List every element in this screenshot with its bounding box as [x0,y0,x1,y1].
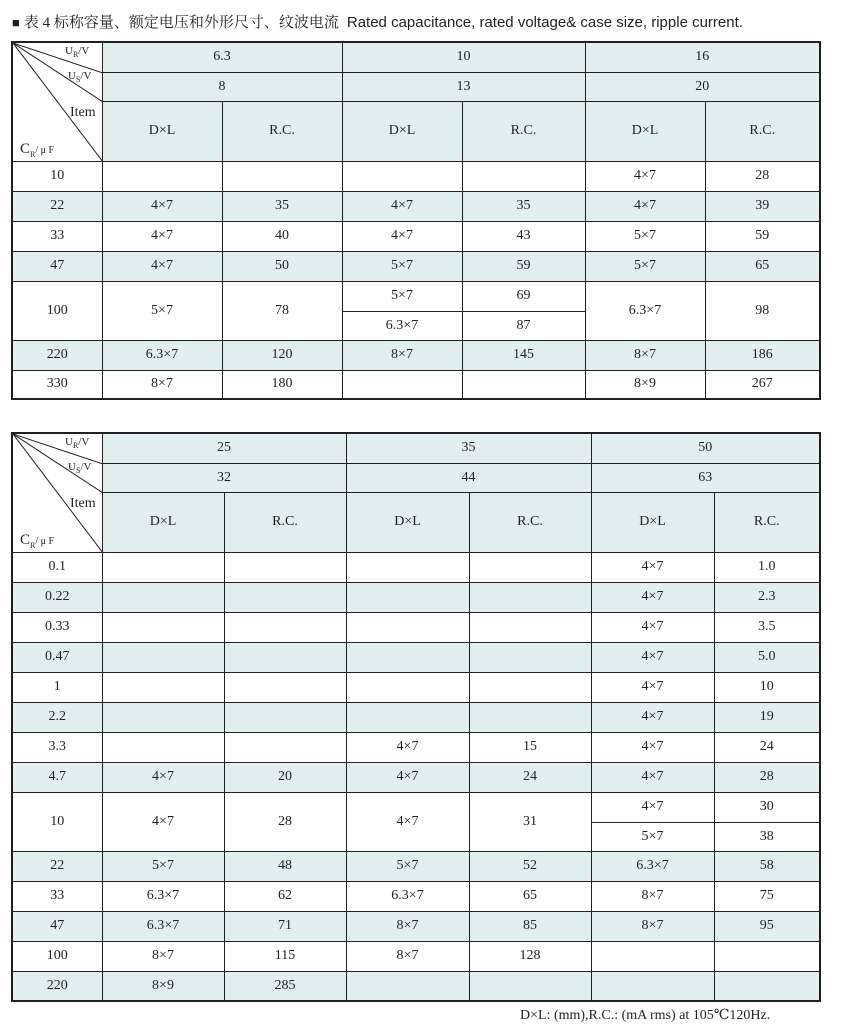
table-row [12,191,820,221]
data-cell: 15 [469,732,591,762]
data-cell: 38 [714,822,820,851]
data-cell: 4×7 [591,702,714,732]
table-row [12,161,820,191]
col-header-dxl: D×L [585,101,705,161]
col-header-rc: R.C. [462,101,585,161]
data-cell: 19 [714,702,820,732]
data-cell: 4×7 [591,792,714,822]
data-cell [469,582,591,612]
data-cell [102,732,224,762]
col-header-rc: R.C. [469,492,591,552]
capacitance-cell: 220 [12,340,102,370]
data-cell [224,642,346,672]
capacitance-cell: 0.22 [12,582,102,612]
table-row [12,971,820,1001]
header-corner [12,433,102,552]
spec-table-1 [11,41,821,400]
data-cell: 4×7 [102,251,222,281]
data-cell: 8×9 [585,370,705,399]
table-row [12,911,820,941]
data-cell: 5×7 [102,851,224,881]
col-header-dxl: D×L [102,492,224,552]
data-cell [102,702,224,732]
data-cell: 4×7 [102,221,222,251]
data-cell: 43 [462,221,585,251]
data-cell: 28 [705,161,820,191]
caption-cn: 表 4 标称容量、额定电压和外形尺寸、纹波电流 [23,15,339,31]
data-cell: 186 [705,340,820,370]
table-row [12,612,820,642]
us-value: 32 [102,463,346,492]
data-cell: 20 [224,762,346,792]
data-cell: 28 [224,792,346,851]
item-label: Item [70,105,96,120]
capacitance-cell: 47 [12,251,102,281]
ur-value: 50 [591,433,820,463]
capacitance-cell: 100 [12,941,102,971]
data-cell: 5×7 [591,822,714,851]
us-value: 63 [591,463,820,492]
data-cell [462,161,585,191]
data-cell: 4×7 [102,792,224,851]
data-cell [102,612,224,642]
table-row [12,672,820,702]
ur-value: 25 [102,433,346,463]
data-cell: 5×7 [585,221,705,251]
capacitance-cell: 220 [12,971,102,1001]
col-header-dxl: D×L [342,101,462,161]
data-cell [102,552,224,582]
data-cell: 5×7 [342,251,462,281]
data-cell [224,552,346,582]
data-cell [346,971,469,1001]
data-cell: 6.3×7 [346,881,469,911]
data-cell: 120 [222,340,342,370]
us-label: $U_S/V$ [68,461,92,476]
footnote: D×L: (mm),R.C.: (mA rms) at 105℃120Hz. [520,1008,771,1023]
data-cell: 24 [714,732,820,762]
data-cell [224,672,346,702]
table-row [12,941,820,971]
data-cell: 6.3×7 [585,281,705,340]
data-cell [342,161,462,191]
data-cell [222,161,342,191]
data-cell: 115 [224,941,346,971]
capacitance-cell: 33 [12,221,102,251]
us-value: 13 [342,72,585,101]
table-row [12,732,820,762]
table-row [12,552,820,582]
data-cell [346,672,469,702]
data-cell: 65 [469,881,591,911]
data-cell [714,941,820,971]
table-row [12,792,820,822]
capacitance-cell: 0.1 [12,552,102,582]
item-label: Item [70,496,96,511]
table-row [12,702,820,732]
data-cell [469,672,591,702]
us-value: 44 [346,463,591,492]
data-cell [102,642,224,672]
data-cell: 31 [469,792,591,851]
data-cell: 87 [462,311,585,340]
data-cell: 6.3×7 [342,311,462,340]
data-cell [469,971,591,1001]
spec-table-2 [11,432,821,1002]
data-cell: 69 [462,281,585,311]
data-cell: 8×7 [591,881,714,911]
capacitance-cell: 10 [12,792,102,851]
data-cell [591,971,714,1001]
data-cell: 78 [222,281,342,340]
data-cell: 4×7 [342,191,462,221]
data-cell: 40 [222,221,342,251]
data-cell [346,642,469,672]
data-cell: 128 [469,941,591,971]
data-cell: 267 [705,370,820,399]
data-cell: 4×7 [342,221,462,251]
data-cell: 4×7 [585,161,705,191]
data-cell: 4×7 [346,732,469,762]
header-corner [12,42,102,161]
table-row [12,582,820,612]
capacitance-cell: 100 [12,281,102,340]
data-cell: 4×7 [591,582,714,612]
data-cell: 24 [469,762,591,792]
data-cell: 5.0 [714,642,820,672]
data-cell: 6.3×7 [591,851,714,881]
data-cell: 6.3×7 [102,911,224,941]
data-cell: 8×7 [346,941,469,971]
data-cell: 5×7 [342,281,462,311]
col-header-rc: R.C. [222,101,342,161]
ur-value: 10 [342,42,585,72]
data-cell: 10 [714,672,820,702]
ur-label: $U_R/V$ [65,436,90,451]
data-cell: 5×7 [102,281,222,340]
data-cell: 5×7 [346,851,469,881]
data-cell: 1.0 [714,552,820,582]
us-value: 8 [102,72,342,101]
data-cell: 4×7 [591,672,714,702]
capacitance-cell: 10 [12,161,102,191]
capacitance-cell: 2.2 [12,702,102,732]
col-header-dxl: D×L [346,492,469,552]
table-row [12,881,820,911]
data-cell [102,582,224,612]
data-cell: 62 [224,881,346,911]
table-row [12,340,820,370]
data-cell: 71 [224,911,346,941]
data-cell [102,672,224,702]
capacitance-cell: 0.47 [12,642,102,672]
cr-label: $C_R/$ μ F [20,141,55,159]
data-cell: 85 [469,911,591,941]
data-cell [462,370,585,399]
data-cell: 3.5 [714,612,820,642]
data-cell: 4×7 [591,732,714,762]
capacitance-cell: 0.33 [12,612,102,642]
capacitance-cell: 4.7 [12,762,102,792]
data-cell [346,702,469,732]
col-header-rc: R.C. [224,492,346,552]
data-cell [224,612,346,642]
data-cell: 2.3 [714,582,820,612]
data-cell: 59 [462,251,585,281]
table-caption [12,13,842,33]
data-cell: 35 [462,191,585,221]
data-cell: 180 [222,370,342,399]
table-row [12,370,820,399]
data-cell: 52 [469,851,591,881]
capacitance-cell: 47 [12,911,102,941]
data-cell: 8×7 [591,911,714,941]
data-cell [714,971,820,1001]
col-header-rc: R.C. [705,101,820,161]
data-cell: 50 [222,251,342,281]
data-cell: 4×7 [591,642,714,672]
data-cell: 4×7 [102,191,222,221]
data-cell: 8×9 [102,971,224,1001]
col-header-rc: R.C. [714,492,820,552]
capacitance-cell: 330 [12,370,102,399]
table-row [12,251,820,281]
data-cell [224,582,346,612]
data-cell [469,702,591,732]
data-cell: 39 [705,191,820,221]
data-cell: 8×7 [102,370,222,399]
us-label: $U_S/V$ [68,70,92,85]
data-cell: 35 [222,191,342,221]
data-cell: 59 [705,221,820,251]
data-cell: 6.3×7 [102,340,222,370]
data-cell [346,582,469,612]
col-header-dxl: D×L [591,492,714,552]
data-cell: 4×7 [591,762,714,792]
data-cell: 4×7 [585,191,705,221]
capacitance-cell: 22 [12,191,102,221]
data-cell: 75 [714,881,820,911]
data-cell: 30 [714,792,820,822]
data-cell [224,702,346,732]
data-cell: 65 [705,251,820,281]
caption-en: Rated capacitance, rated voltage& case size, ripple current. [346,14,743,31]
data-cell: 4×7 [591,552,714,582]
data-cell [469,642,591,672]
data-cell: 95 [714,911,820,941]
capacitance-cell: 33 [12,881,102,911]
table-row [12,851,820,881]
data-cell [469,552,591,582]
data-cell [591,941,714,971]
data-cell: 8×7 [346,911,469,941]
capacitance-cell: 22 [12,851,102,881]
data-cell: 285 [224,971,346,1001]
table-row [12,762,820,792]
data-cell: 4×7 [346,792,469,851]
table-row [12,642,820,672]
ur-label: $U_R/V$ [65,45,90,60]
data-cell [102,161,222,191]
ur-value: 35 [346,433,591,463]
data-cell: 48 [224,851,346,881]
data-cell: 4×7 [102,762,224,792]
capacitance-cell: 3.3 [12,732,102,762]
data-cell: 28 [714,762,820,792]
data-cell: 58 [714,851,820,881]
data-cell [469,612,591,642]
us-value: 20 [585,72,820,101]
col-header-dxl: D×L [102,101,222,161]
data-cell: 4×7 [346,762,469,792]
table-row [12,221,820,251]
data-cell [346,552,469,582]
data-cell: 4×7 [591,612,714,642]
table-row [12,281,820,311]
data-cell [342,370,462,399]
data-cell: 8×7 [585,340,705,370]
data-cell: 98 [705,281,820,340]
cr-label: $C_R/$ μ F [20,532,55,550]
ur-value: 6.3 [102,42,342,72]
data-cell: 145 [462,340,585,370]
data-cell: 8×7 [102,941,224,971]
ur-value: 16 [585,42,820,72]
data-cell: 5×7 [585,251,705,281]
data-cell [224,732,346,762]
data-cell [346,612,469,642]
data-cell: 8×7 [342,340,462,370]
capacitance-cell: 1 [12,672,102,702]
square-bullet-icon: ■ [12,15,20,30]
data-cell: 6.3×7 [102,881,224,911]
